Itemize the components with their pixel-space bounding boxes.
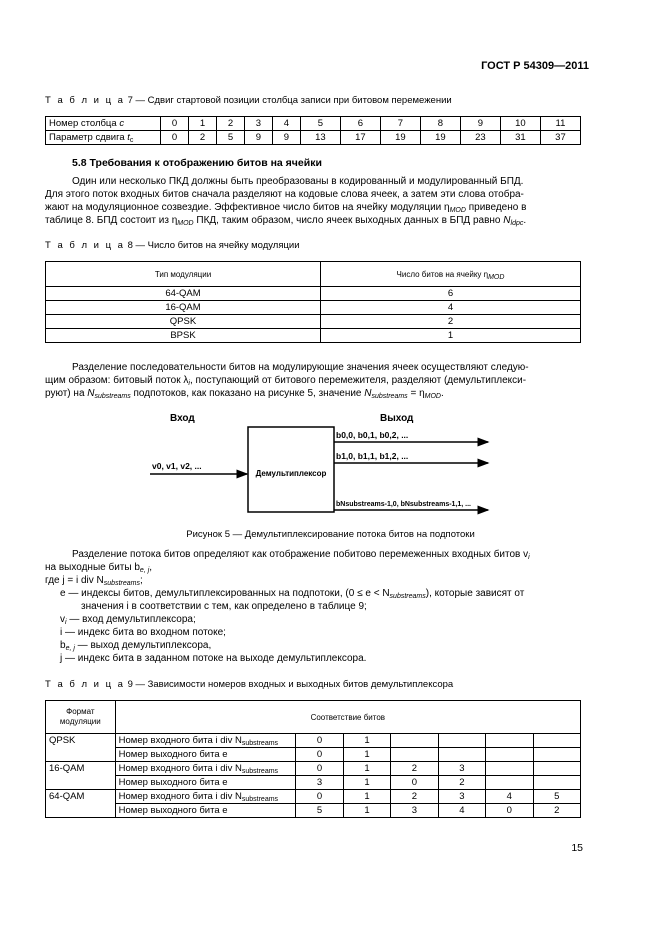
table-cell: 1 — [188, 117, 216, 131]
table-row — [46, 776, 581, 790]
input-bit-label: Номер входного бита i div $N_{substreams}$ — [115, 762, 296, 776]
table-cell: 23 — [460, 131, 500, 145]
table-row — [46, 748, 581, 762]
table-row — [46, 804, 581, 818]
table-cell — [533, 748, 580, 762]
table8 — [45, 261, 581, 343]
figure-caption: Рисунок 5 — Демультиплексирование потока битов на подпотоки — [186, 529, 475, 540]
table-cell: 0 — [296, 790, 343, 804]
input-bit-label: Номер входного бита i div $N_{substreams}$ — [115, 790, 296, 804]
table-row — [46, 315, 581, 329]
table-cell: 0 — [296, 762, 343, 776]
table-row — [46, 301, 581, 315]
table8-header: Тип модуляции Число битов на ячейку $\eta_{MOD}$ — [46, 262, 581, 287]
table-row — [46, 762, 581, 776]
output-stream-2: b1,0, b1,1, b1,2, ... — [336, 451, 409, 461]
modulation-format: QPSK — [46, 734, 116, 762]
table-cell: 9 — [272, 131, 300, 145]
bits-per-cell: 6 — [321, 287, 581, 301]
table-row — [46, 734, 581, 748]
table9-header: Формат модуляции Соответствие битов — [46, 701, 581, 734]
section58-paragraph: Один или несколько ПКД должны быть преобразованы в кодированный и модулированный БПД. Для этого поток входных битов сначала разделяют на кодовые слова ячеек, а затем эти слова отобра- жают на модуляционное созвездие. Эффективное число битов на ячейку модуляции $\eta_{MOD}$ приведено в таблице 8. БПД состоит из $\eta_{MOD}$ ПКД, таким образом, число ячеек выходных данных в БПД равно $N_{ldpc}$. — [45, 176, 527, 227]
output-bit-label: Номер выходного бита e — [115, 748, 296, 762]
table-cell: 0 — [161, 117, 189, 131]
table7 — [45, 116, 581, 145]
table-cell: 3 — [438, 790, 485, 804]
table-cell: 8 — [420, 117, 460, 131]
table9 — [45, 700, 581, 818]
table-cell — [391, 748, 438, 762]
modulation-type: BPSK — [46, 329, 321, 343]
table-cell — [486, 734, 533, 748]
table-cell: 4 — [272, 117, 300, 131]
table-cell: 17 — [340, 131, 380, 145]
table-cell: 0 — [161, 131, 189, 145]
output-bit-label: Номер выходного бита e — [115, 776, 296, 790]
bits-per-cell: 2 — [321, 315, 581, 329]
table-cell: 5 — [533, 790, 580, 804]
table-cell: 0 — [296, 748, 343, 762]
table-cell — [438, 734, 485, 748]
table-cell: 9 — [244, 131, 272, 145]
table-cell: 1 — [343, 762, 390, 776]
table-cell — [533, 762, 580, 776]
table-cell: 10 — [500, 117, 540, 131]
table-row — [46, 287, 581, 301]
definitions: Разделение потока битов определяют как отображение побитово перемеженных входных битов $v_i$ на выходные биты $b_{e, j}$, где j = i div $N_{substreams}$; e — индексы битов, демультиплексированных на подпотоки, $(0 \le e < N_{substreams})$, которые зависят от значения i в соответствии с тем, как определено в таблице 9; $v_i$ — вход демультиплексора; i — индекс бита во входном потоке; $b_{e, j}$ — выход демультиплексора, j — индекс бита в заданном потоке на выходе демультиплексора. — [45, 549, 530, 664]
table7-row-shift: Параметр сдвига $t_c$ 0 2 5 9 9 13 17 19 19 23 31 37 — [46, 131, 581, 145]
table-cell: 6 — [340, 117, 380, 131]
output-stream-3: bNsubstreams-1,0, bNsubstreams-1,1, ... — [336, 501, 471, 508]
table-cell: 0 — [391, 776, 438, 790]
table-cell — [533, 776, 580, 790]
modulation-type: 64-QAM — [46, 287, 321, 301]
table-cell: 3 — [296, 776, 343, 790]
table-cell: 2 — [391, 762, 438, 776]
table-cell: 5 — [216, 131, 244, 145]
modulation-format: 64-QAM — [46, 790, 116, 818]
table-cell: 37 — [540, 131, 580, 145]
modulation-type: QPSK — [46, 315, 321, 329]
table-cell: 1 — [343, 748, 390, 762]
page-number: 15 — [571, 842, 583, 854]
table-cell: 2 — [391, 790, 438, 804]
table7-caption: Т а б л и ц а 7 — Сдвиг стартовой позиции столбца записи при битовом перемежении — [45, 95, 452, 106]
table-cell: 5 — [296, 804, 343, 818]
figure-5 — [140, 410, 500, 515]
table-cell: 2 — [216, 117, 244, 131]
table-cell: 19 — [420, 131, 460, 145]
modulation-type: 16-QAM — [46, 301, 321, 315]
table9-caption: Т а б л и ц а 9 — Зависимости номеров входных и выходных битов демультиплексора — [45, 679, 454, 690]
table-cell: 3 — [244, 117, 272, 131]
table-cell: 3 — [438, 762, 485, 776]
bits-per-cell: 1 — [321, 329, 581, 343]
table-cell: 19 — [380, 131, 420, 145]
table-cell: 1 — [343, 734, 390, 748]
bits-per-cell: 4 — [321, 301, 581, 315]
table-cell: 4 — [438, 804, 485, 818]
input-stream: v0, v1, v2, ... — [152, 461, 202, 471]
table-cell: 2 — [188, 131, 216, 145]
table-cell — [438, 748, 485, 762]
table-row — [46, 790, 581, 804]
demux-paragraph: Разделение последовательности битов на модулирующие значения ячеек осуществляют следую- щим образом: битовый поток $\lambda_i$, поступающий от битового перемежителя, разделяют (демультиплекси- руют) на $N_{substreams}$ подпотоков, как показано на рисунке 5, значение $N_{substreams} = \eta_{MOD}$. — [45, 362, 529, 400]
table-cell — [486, 762, 533, 776]
table-cell: 0 — [486, 804, 533, 818]
table7-row-column-number: Номер столбца c 0 1 2 3 4 5 6 7 8 9 10 11 — [46, 117, 581, 131]
table-cell: 11 — [540, 117, 580, 131]
output-label: Выход — [380, 413, 414, 424]
modulation-format: 16-QAM — [46, 762, 116, 790]
output-bit-label: Номер выходного бита e — [115, 804, 296, 818]
document-id: ГОСТ Р 54309—2011 — [481, 60, 589, 72]
demux-diagram — [140, 410, 500, 515]
table-cell: 1 — [343, 790, 390, 804]
table-cell: 5 — [300, 117, 340, 131]
table-cell: 31 — [500, 131, 540, 145]
output-stream-1: b0,0, b0,1, b0,2, ... — [336, 430, 409, 440]
table8-caption: Т а б л и ц а 8 — Число битов на ячейку модуляции — [45, 240, 300, 251]
table-row — [46, 329, 581, 343]
table-cell — [391, 734, 438, 748]
table-cell: 0 — [296, 734, 343, 748]
table-cell: 1 — [343, 776, 390, 790]
table-cell: 2 — [438, 776, 485, 790]
table-cell — [486, 776, 533, 790]
table-cell — [533, 734, 580, 748]
table-cell: 13 — [300, 131, 340, 145]
input-label: Вход — [170, 413, 195, 424]
table-cell: 7 — [380, 117, 420, 131]
table-cell: 1 — [343, 804, 390, 818]
section-heading: 5.8 Требования к отображению битов на ячейки — [72, 157, 322, 169]
input-bit-label: Номер входного бита i div $N_{substreams}$ — [115, 734, 296, 748]
table-cell — [486, 748, 533, 762]
table-cell: 4 — [486, 790, 533, 804]
table-cell: 9 — [460, 117, 500, 131]
table-cell: 3 — [391, 804, 438, 818]
block-label: Демультиплексор — [255, 469, 327, 478]
table-cell: 2 — [533, 804, 580, 818]
